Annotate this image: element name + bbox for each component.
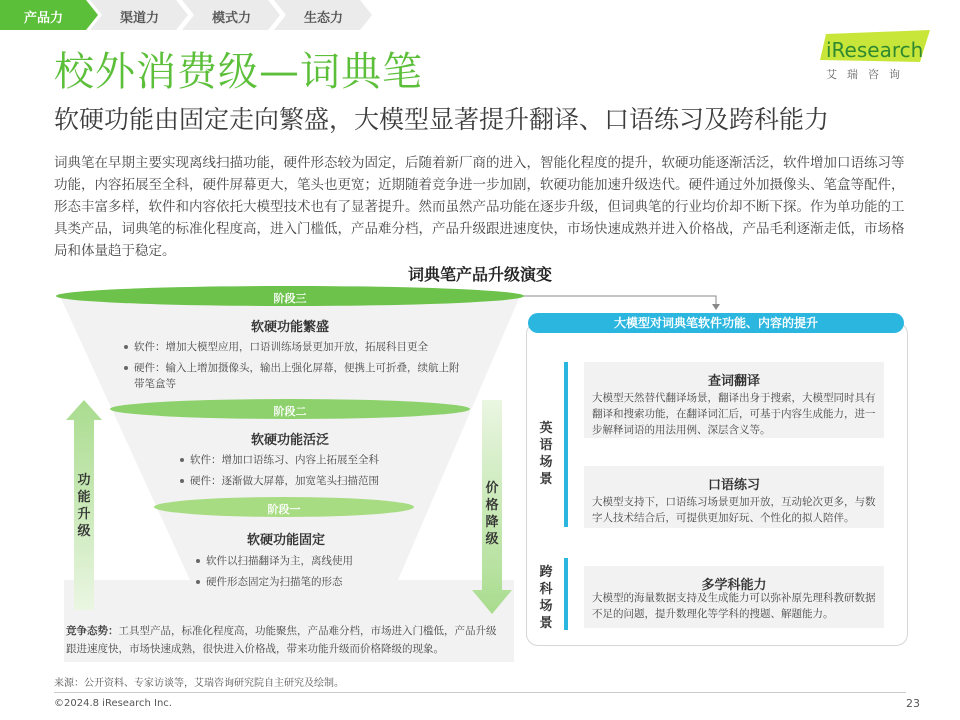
stage-three-label: 阶段三 [273,292,307,305]
connector-arrowhead [712,304,720,310]
copyright: ©2024.8 iResearch Inc. [54,698,172,709]
intro-paragraph: 词典笔在早期主要实现离线扫描功能，硬件形态较为固定，后随着新厂商的进入，智能化程度的提升，软硬功能逐渐活泛，软件增加口语练习等功能，内容拓展至全科，硬件屏幕更大，笔头也更宽；近期随着竞争进一步加剧，软硬功能加速升级迭代。硬件通过外加摄像头、笔盒等配件，形态丰富多样，软件和内容依托大模型技术也有了显著提升。然而虽然产品功能在逐步升级，但词典笔的行业均价却不断下探。作为单功能的工具类产品，词典笔的标准化程度高，进入门槛低，产品难分档，产品升级跟进速度快，市场快速成熟并进入价格战，产品毛利逐渐走低，市场格局和体量趋于稳定。 [54,155,905,259]
logo-cn: 艾瑞咨询 [826,68,910,81]
bullet-dot [124,345,128,349]
bullet-dot [180,479,184,483]
competition-label: 竞争态势： [66,625,119,637]
card-title: 查词翻译 [707,374,760,389]
stage-one-title: 软硬功能固定 [246,533,325,548]
tab-label: 渠道力 [120,11,160,26]
tab-label: 产品力 [24,11,64,26]
english-scene-bar [564,362,568,527]
footer-divider [54,692,906,693]
page-title: 校外消费级—词典笔 [54,49,423,95]
function-upgrade-label: 功能升级 [77,473,91,539]
competition-text: 工具型产品，标准化程度高，功能聚焦，产品难分档，市场进入门槛低，产品升级跟进速度快，市场快速成熟，很快进入价格战，带来功能升级而价格降级的现象。 [66,625,497,655]
bullet-dot [124,366,128,370]
tab-model[interactable] [182,0,282,30]
logo-wordmark: iResearch [826,38,924,62]
stage-one-bullet: 硬件形态固定为扫描笔的形态 [196,574,406,590]
tab-channel[interactable] [90,0,190,30]
bullet-dot [180,458,184,462]
tab-ecosystem[interactable] [274,0,374,30]
stage-one-bullet: 软件以扫描翻译为主，离线使用 [196,553,406,569]
english-scene-label: 英语场景 [539,421,553,487]
bullet-dot [196,580,200,584]
card-text: 大模型支持下，口语练习场景更加开放，互动轮次更多，与数字人技术结合后，可提供更加好玩、个性化的拟人陪伴。 [592,496,876,524]
diagram-title: 词典笔产品升级演变 [407,265,552,284]
right-panel-header: 大模型对词典笔软件功能、内容的提升 [528,313,904,333]
competition-note [66,622,506,658]
stage-three-bullet: 软件：增加大模型应用，口语训练场景更加开放，拓展科目更全 [124,339,454,355]
stage-two-title: 软硬功能活泛 [250,433,329,448]
stage-two-bullet: 软件：增加口语练习、内容上拓展至全科 [180,452,410,468]
bullet-dot [196,559,200,563]
cross-subject-label: 跨科场景 [539,565,553,631]
card-text: 大模型的海量数据支持及生成能力可以弥补原先理科教研数据不足的问题，提升数理化等学科的搜题、解题能力。 [592,592,876,620]
connector-line [520,296,716,306]
tab-label: 生态力 [304,11,344,26]
card-title: 多学科能力 [701,578,767,593]
tab-product[interactable] [0,0,100,30]
stage-three-bullet: 硬件：输入上增加摄像头，输出上强化屏幕，便携上可折叠，续航上附带笔盒等 [124,360,464,392]
tab-label: 模式力 [212,11,252,26]
card-title: 口语练习 [707,478,760,493]
stage-three-title: 软硬功能繁盛 [250,320,329,335]
stage-two-label: 阶段二 [273,405,307,418]
stage-two-bullet: 硬件：逐渐做大屏幕，加宽笔头扫描范围 [180,473,410,489]
stage-one-label: 阶段一 [267,503,301,516]
page-number: 23 [906,697,920,710]
card-text: 大模型天然替代翻译场景，翻译出身于搜索，大模型同时具有翻译和搜索功能，在翻译词汇后，可基于内容生成能力，进一步解释词语的用法用例、深层含义等。 [592,392,876,436]
price-downgrade-label: 价格降级 [485,481,499,547]
page-subtitle: 软硬功能由固定走向繁盛，大模型显著提升翻译、口语练习及跨科能力 [54,105,830,134]
source-note: 来源：公开资料、专家访谈等，艾瑞咨询研究院自主研究及绘制。 [54,678,344,689]
cross-subject-bar [564,558,568,630]
